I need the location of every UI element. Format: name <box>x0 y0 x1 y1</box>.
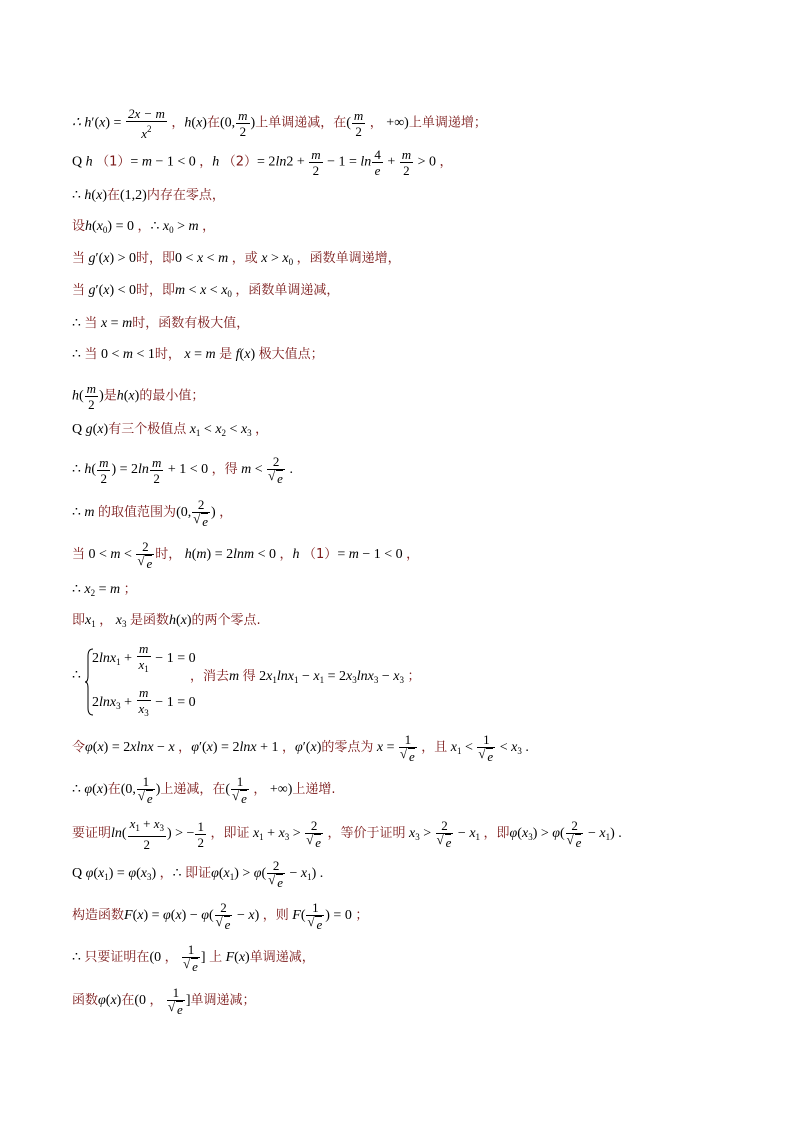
line-23: 函数φ(x)在(0 ， 1 √ e ]单调递减； <box>72 985 256 1017</box>
line-6: 当 g′(x) < 0时，即$m < x < x_0$ ，函数单调递减， <box>72 283 340 299</box>
line-19: 要证明ln( $\frac{x_1 + x_3}{2}$ ) > − $\frac{1}{2}$ ，即证 $x_1 + x_3$ > 2 √ e ，等价于证明 $x_3$ > 2 √ e − $x_1$ ，即$\varphi(x_3) > \varphi$( 2 √ e − $x_1$) . <box>72 816 622 852</box>
line-18: ∴ φ(x)在(0, 1 √ e )上递减，在( 1 √ e ， +∞)上递增. <box>72 774 336 806</box>
line-22: ∴ 只要证明在(0 ， 1 √ e ] 上 F(x)单调递减， <box>72 942 315 974</box>
line-8: ∴ 当 0 < m < 1时， x = m 是 f(x) 极大值点； <box>72 347 324 362</box>
therefore-sign: ∴ <box>72 668 81 683</box>
line-1: ∴ h′(x) = $\frac{2x - m}{x^2}$ ，h(x)在(0, $\frac{m}{2}$ )上单调递减，在( $\frac{m}{2}$ ， +∞)上单调递增； <box>72 106 487 141</box>
eliminate-m-text: ，消去m 得 $2x_1\ln x_1 - x_1 = 2x_3\ln x_3 - x_3$ ； <box>190 669 421 685</box>
line-17: 令φ(x) = 2xlnx − x ，φ′(x) = 2lnx + 1 ，φ′(x)的零点为 x = 1 √ e ，且 $x_1$ < 1 √ e < $x_3$ . <box>72 732 529 764</box>
line-15: 即$x_1$ ， $x_3$ 是函数h(x)的两个零点. <box>72 613 261 629</box>
line-12: ∴ m 的取值范围为(0, 2 √ e ) ， <box>72 497 232 529</box>
system-equation-2: 2lnx$_3$ + $\frac{m}{x_3}$ − 1 = 0 <box>92 685 196 718</box>
line-3: ∴ h(x)在(1,2)内存在零点， <box>72 188 225 203</box>
line-11: ∴ h( $\frac{m}{2}$ ) = 2ln $\frac{m}{2}$ + 1 < 0 ，得 m < 2 √ e . <box>72 454 293 486</box>
line-21: 构造函数F(x) = φ(x) − φ( 2 √ e − x) ，则 F( 1 √ e ) = 0 ； <box>72 900 368 932</box>
line-5: 当 g′(x) > 0时，即0 < x < m ，或 $x > x_0$ ，函数单调递增， <box>72 251 401 267</box>
line-13: 当 0 < m < 2 √ e 时， h(m) = 2lnm < 0 ，h （1）= m − 1 < 0 ， <box>72 539 419 571</box>
line-14: ∴ $x_2 = m$ ； <box>72 582 137 598</box>
line-10: Q g(x)有三个极值点 $x_1 < x_2 < x_3$ ， <box>72 422 269 438</box>
line-4: 设$h(x_0) = 0$ ，∴ $x_0 > m$ ， <box>72 219 216 235</box>
system-equation-1: 2lnx$_1$ + $\frac{m}{x_1}$ − 1 = 0 <box>92 641 196 674</box>
line-20: Q $\varphi(x_1) = \varphi(x_3)$ ，∴ 即证$\varphi(x_1) > \varphi$( 2 √ e − $x_1$) . <box>72 858 323 890</box>
line-2: Q h （1）= m − 1 < 0 ，h （2）= 2ln2 + $\frac{m}{2}$ − 1 = ln $\frac{4}{e}$ + $\frac{m}{2}$ > 0 ， <box>72 147 453 178</box>
line-7: ∴ 当 x = m时，函数有极大值， <box>72 316 250 331</box>
line-9: h( $\frac{m}{2}$ )是h(x)的最小值； <box>72 381 205 412</box>
